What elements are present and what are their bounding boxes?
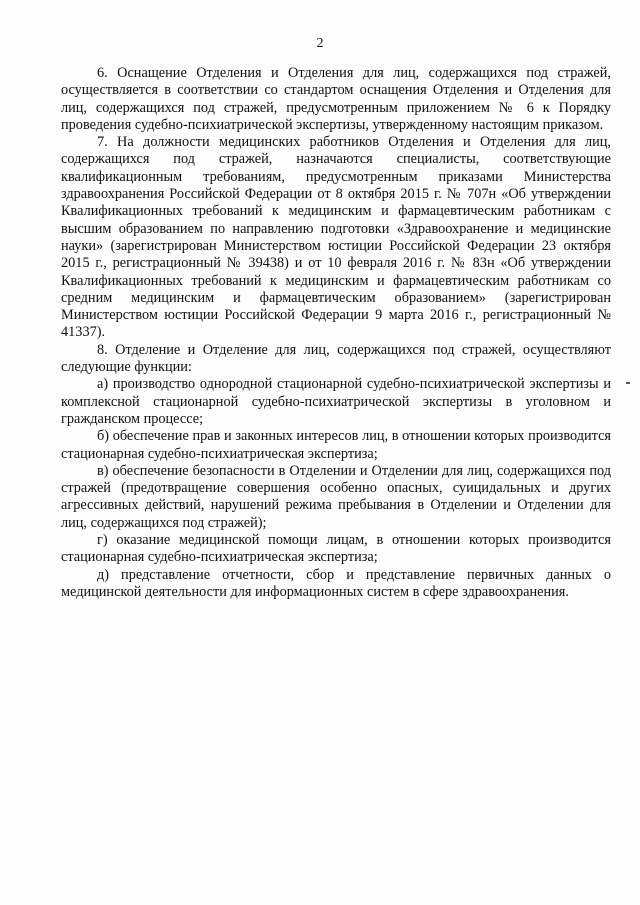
function-item-v: в) обеспечение безопасности в Отделении и Отделении для лиц, содержащихся под стражей (предотвращение совершения особенно опасных, суицидальных и других агрессивных действий, нарушений режима пребывания в Отделении и Отделении для лиц, содержащихся под стражей); <box>61 462 611 531</box>
function-item-g: г) оказание медицинской помощи лицам, в отношении которых производится стационарная судебно-психиатрическая экспертиза; <box>61 532 611 566</box>
paragraph-8-functions: 8. Отделение и Отделение для лиц, содержащихся под стражей, осуществляют следующие функции: <box>61 341 611 376</box>
function-item-d: д) представление отчетности, сбор и представление первичных данных о медицинской деятельности для информационных систем в сфере здравоохранения. <box>61 566 611 600</box>
page-number: 2 <box>316 36 324 51</box>
paragraph-6-equipment: 6. Оснащение Отделения и Отделения для лиц, содержащихся под стражей, осуществляется в соответствии со стандартом оснащения Отделения и Отделения для лиц, содержащихся под стражей, предусмотренным приложением № 6 к Порядку проведения судебно-психиатрической экспертизы, утвержденному настоящим приказом. <box>61 65 611 133</box>
document-body <box>61 65 611 601</box>
function-item-b: б) обеспечение прав и законных интересов лиц, в отношении которых производится стационарная судебно-психиатрическая экспертиза; <box>61 428 611 462</box>
scan-margin-mark <box>626 382 630 384</box>
function-item-a: а) производство однородной стационарной судебно-психиатрической экспертизы и комплексной стационарной судебно-психиатрической экспертизы в уголовном и гражданском процессе; <box>61 376 611 427</box>
paragraph-7-staffing: 7. На должности медицинских работников Отделения и Отделения для лиц, содержащихся под стражей, назначаются специалисты, соответствующие квалификационным требованиям, предусмотренным приказами Министерства здравоохранения Российской Федерации от 8 октября 2015 г. № 707н «Об утверждении Квалификационных требований к медицинским и фармацевтическим работникам с высшим образованием по направлению подготовки «Здравоохранение и медицинские науки» (зарегистрирован Министерством юстиции Российской Федерации 23 октября 2015 г., регистрационный № 39438) и от 10 февраля 2016 г. № 83н «Об утверждении Квалификационных требований к медицинским и фармацевтическим работникам со средним медицинским и фармацевтическим образованием» (зарегистрирован Министерством юстиции Российской Федерации 9 марта 2016 г., регистрационный № 41337). <box>61 134 611 341</box>
